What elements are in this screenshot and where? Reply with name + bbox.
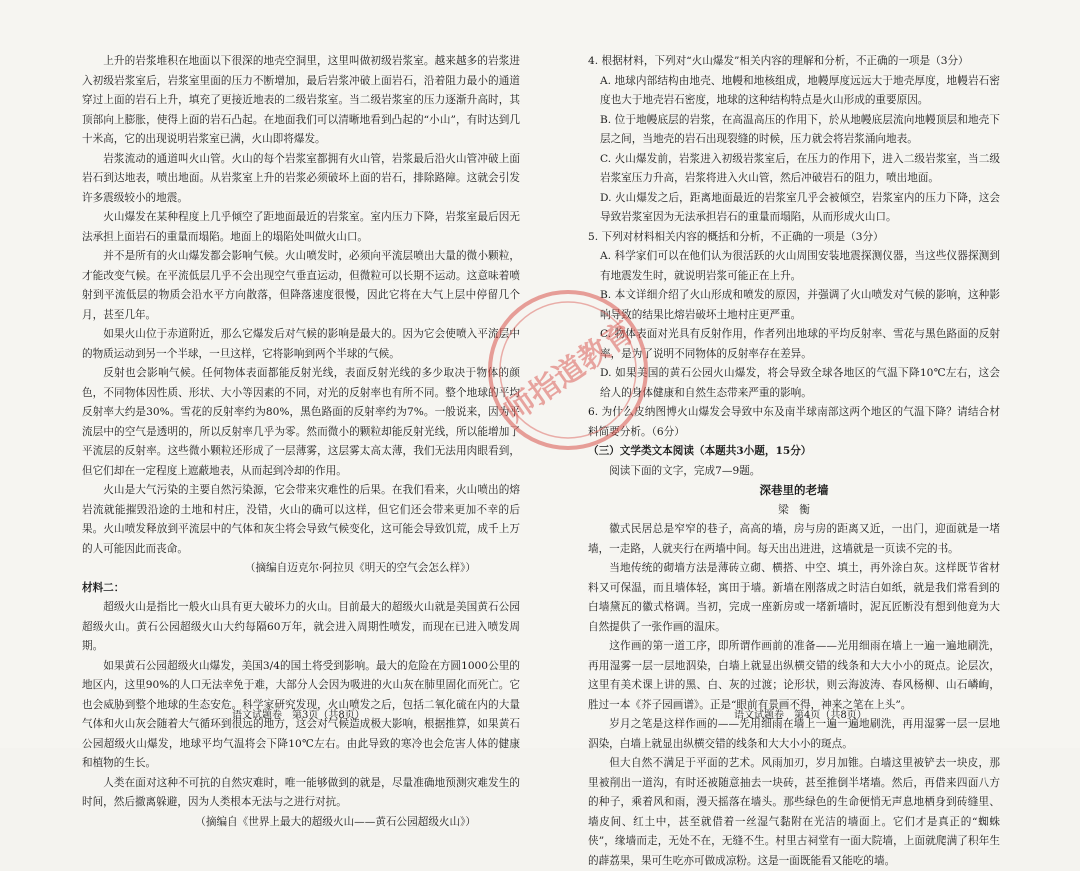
paragraph: 岩浆流动的通道叫火山管。火山的每个岩浆室都拥有火山管，岩浆最后沿火山管冲破上面岩石到达地表，喷出地面。从岩浆室上升的岩浆必须破坏上面的岩石，排除路障。这就会引发许多震级较小的地震。 [82, 152, 520, 204]
paragraph: 岁月之笔是这样作画的——先用细雨在墙上一遍一遍地刷洗，再用湿雾一层一层地泅染，白墙上就显出纵横交错的线条和大大小小的斑点。 [588, 718, 1000, 750]
paragraph: 反射也会影响气候。任何物体表面都能反射光线，表面反射光线的多少取决于物体的颜色，不同物体因性质、形状、大小等因素的不同，对光的反射率也有所不同。整个地球的平均反射率大约是30%。雪花的反射率约为80%，黑色路面的反射率约为7%。一般说来，因为平流层中的空气是透明的，所以反射率几乎为零。然而微小的颗粒却能反射光线，所以能增加了平流层的反射率。这些微小颗粒还形成了一层薄雾，这层雾太高太薄，我们无法用肉眼看到，但它们却在一定程度上遮蔽地表，从而起到冷却的作用。 [82, 367, 520, 477]
paragraph: 上升的岩浆堆积在地面以下很深的地壳空洞里，这里叫做初级岩浆室。越来越多的岩浆进入初级岩浆室后，岩浆室里面的压力不断增加，最后岩浆冲破上面岩石，沿着阻力最小的通道穿过上面的岩石上升，填充了更接近地表的二级岩浆室。当二级岩浆室的压力逐渐升高时，其顶部向上膨胀，使得上面的岩石凸起。在地面我们可以清晰地看到凸起的“小山”，有时达到几十米高，它的出现说明岩浆室已满，火山即将爆发。 [82, 55, 520, 145]
paragraph: 但大自然不满足于平面的艺术。风雨加刃，岁月加锥。白墙这里被铲去一块皮，那里被削出一道沟，有时还被随意抽去一块砖，甚至推倒半堵墙。然后，再借来四面八方的种子，乘着风和雨，漫天摇落在墙头。那些绿色的生命便悄无声息地栖身到砖缝里、墙皮间、红土中，甚至就借着一丝湿气黏附在光洁的墙面上。它们才是真正的“蜘蛛侠”，缘墙而走，无处不在，无缝不生。村里古祠堂有一面大院墙，上面就爬满了积年生的薜荔果，果可生吃亦可做成凉粉。这是一面既能看又能吃的墙。 [588, 757, 1000, 867]
question-6: 6. 为什么皮纳图博火山爆发会导致中东及南半球南部这两个地区的气温下降？请结合材料简要分析。（6分） [588, 406, 1000, 438]
question-5: 5. 下列对材料相关内容的概括和分析，不正确的一项是（3分） [588, 230, 884, 243]
paragraph: 徽式民居总是窄窄的巷子，高高的墙，房与房的距离又近，一出门，迎面就是一堵墙，一走路，人就夹行在两墙中间。每天出出进进，这墙就是一页读不完的书。 [588, 523, 1000, 555]
page-footer: 语文试题卷 第3页（共8页） [232, 710, 365, 721]
stamp-text: 师指道教育 [497, 314, 641, 430]
story-title: 深巷里的老墙 [759, 483, 829, 497]
option: C. 物体表面对光具有反射作用，作者列出地球的平均反射率、雪花与黑色路面的反射率，是为了说明不同物体的反射率存在差异。 [600, 328, 1000, 360]
paragraph: 当地传统的砌墙方法是薄砖立砌、横搭、中空、填土，再外涂白灰。这样既节省材料又可保温，而且墙体轻，寓田于墙。新墙在刚落成之时洁白如纸，就是我们常看到的白墙黛瓦的徽式格调。当初，完成一座新房或一堵新墙时，泥瓦匠断没有想到他竟为大自然提供了一张作画的温床。 [588, 562, 1000, 633]
option: C. 火山爆发前，岩浆进入初级岩浆室后，在压力的作用下，进入二级岩浆室，当二级岩浆室压力升高，岩浆将进入火山管，然后冲破岩石的阻力，喷出地面。 [600, 152, 1000, 184]
paragraph: 如果黄石公园超级火山爆发，美国3/4的国土将受到影响。最大的危险在方圆1000公里的地区内，这里90%的人口无法幸免于难，大部分人会因为吸进的火山灰在肺里固化而死亡。它也会威胁到整个地球的生态安危。科学家研究发现，火山喷发之后，包括二氧化硫在内的大量气体和火山灰会随着大气循环到很远的地方，这会对气候造成极大影响，根据推算，如果黄石公园超级火山爆发，地球平均气温将会下降10℃左右。由此导致的寒冷也会危害人体的健康和植物的生长。 [82, 659, 520, 769]
paragraph: 并不是所有的火山爆发都会影响气候。火山喷发时，必须向平流层喷出大量的微小颗粒，才能改变气候。在平流低层几乎不会出现空气垂直运动，但微粒可以长期不运动。这意味着喷射到平流低层的物质会沿水平方向散落，但降落速度很慢，因此它将在大气上层中停留几个月，甚至几年。 [82, 250, 520, 321]
source-citation: （摘编自《世界上最大的超级火山——黄石公园超级火山》） [195, 815, 476, 828]
option: A. 科学家们可以在他们认为很活跃的火山周围安装地震探测仪器，当这些仪器探测到有地震发生时，就说明岩浆可能正在上升。 [600, 250, 1000, 282]
instruction: 阅读下面的文字，完成7—9题。 [609, 464, 761, 477]
source-citation: （摘编自迈克尔·阿拉贝《明天的空气会怎么样》） [244, 562, 476, 574]
option: A. 地球内部结构由地壳、地幔和地核组成，地幔厚度远远大于地壳厚度，地幔岩石密度也大于地壳岩石密度，地球的这种结构特点是火山形成的重要原因。 [600, 74, 1000, 106]
option: D. 如果美国的黄石公园火山爆发，将会导致全球各地区的气温下降10℃左右，这会给人的身体健康和自然生态带来严重的影响。 [600, 367, 1000, 399]
option: B. 位于地幔底层的岩浆，在高温高压的作用下，於从地幔底层流向地幔顶层和地壳下层之间，当地壳的岩石出现裂缝的时候，压力就会将岩浆涌向地表。 [600, 113, 1000, 145]
section-heading: （三）文学类文本阅读（本题共3小题，15分） [588, 445, 812, 457]
paragraph: 这作画的第一道工序，即所谓作画前的准备——光用细雨在墙上一遍一遍地刷洗，再用湿雾一层一层地泅染，白墙上就显出纵横交错的线条和大大小小的斑点。论层次，这里有美术课上讲的黑、白、灰的过渡；论形状，则云海波涛、春风杨柳、山石嶙峋，胜过一本《芥子园画谱》。正是“眼前有景画不得，神来之笔在上头”。 [588, 640, 1000, 711]
story-author: 梁 衡 [778, 503, 810, 516]
paragraph: 人类在面对这种不可抗的自然灾难时，唯一能够做到的就是，尽量准确地预测灾难发生的时间，然后撤离躲避，因为人类根本无法与之进行对抗。 [82, 776, 520, 808]
page-footer: 语文试题卷 第4页（共8页） [734, 710, 867, 721]
paragraph: 火山是大气污染的主要自然污染源，它会带来灾难性的后果。在我们看来，火山喷出的熔岩流就能摧毁沿途的土地和村庄，没错，火山的确可以这样，但它们还会带来更加不幸的后果。火山喷发释放到平流层中的气体和灰尘将会导致气候变化，这可能会导致饥荒，成千上万的人可能因此而丧命。 [82, 484, 520, 555]
paragraph: 超级火山是指比一般火山具有更大破坏力的火山。目前最大的超级火山就是美国黄石公园超级火山。黄石公园超级火山大约每隔60万年，就会进入周期性喷发，而现在已进入喷发周期。 [82, 601, 520, 652]
option: D. 火山爆发之后，距离地面最近的岩浆室几乎会被倾空，岩浆室内的压力下降，这会导致岩浆室因为无法承担岩石的重量而塌陷，从而形成火山口。 [600, 191, 1000, 223]
option: B. 本文详细介绍了火山形成和喷发的原因，并强调了火山喷发对气候的影响，这种影响导致的结果比熔岩破坏土地村庄更严重。 [600, 289, 1000, 321]
paragraph: 如果火山位于赤道附近，那么它爆发后对气候的影响是最大的。因为它会使喷入平流层中的物质运动到另一个半球，一旦这样，它将影响到两个半球的气候。 [82, 328, 520, 360]
right-page [588, 52, 1000, 871]
paragraph: 火山爆发在某种程度上几乎倾空了距地面最近的岩浆室。室内压力下降，岩浆室最后因无法承担上面岩石的重量而塌陷。地面上的塌陷处叫做火山口。 [82, 211, 520, 243]
question-4: 4. 根据材料，下列对“火山爆发”相关内容的理解和分析，不正确的一项是（3分） [588, 55, 969, 67]
material-heading: 材料二： [82, 581, 125, 594]
